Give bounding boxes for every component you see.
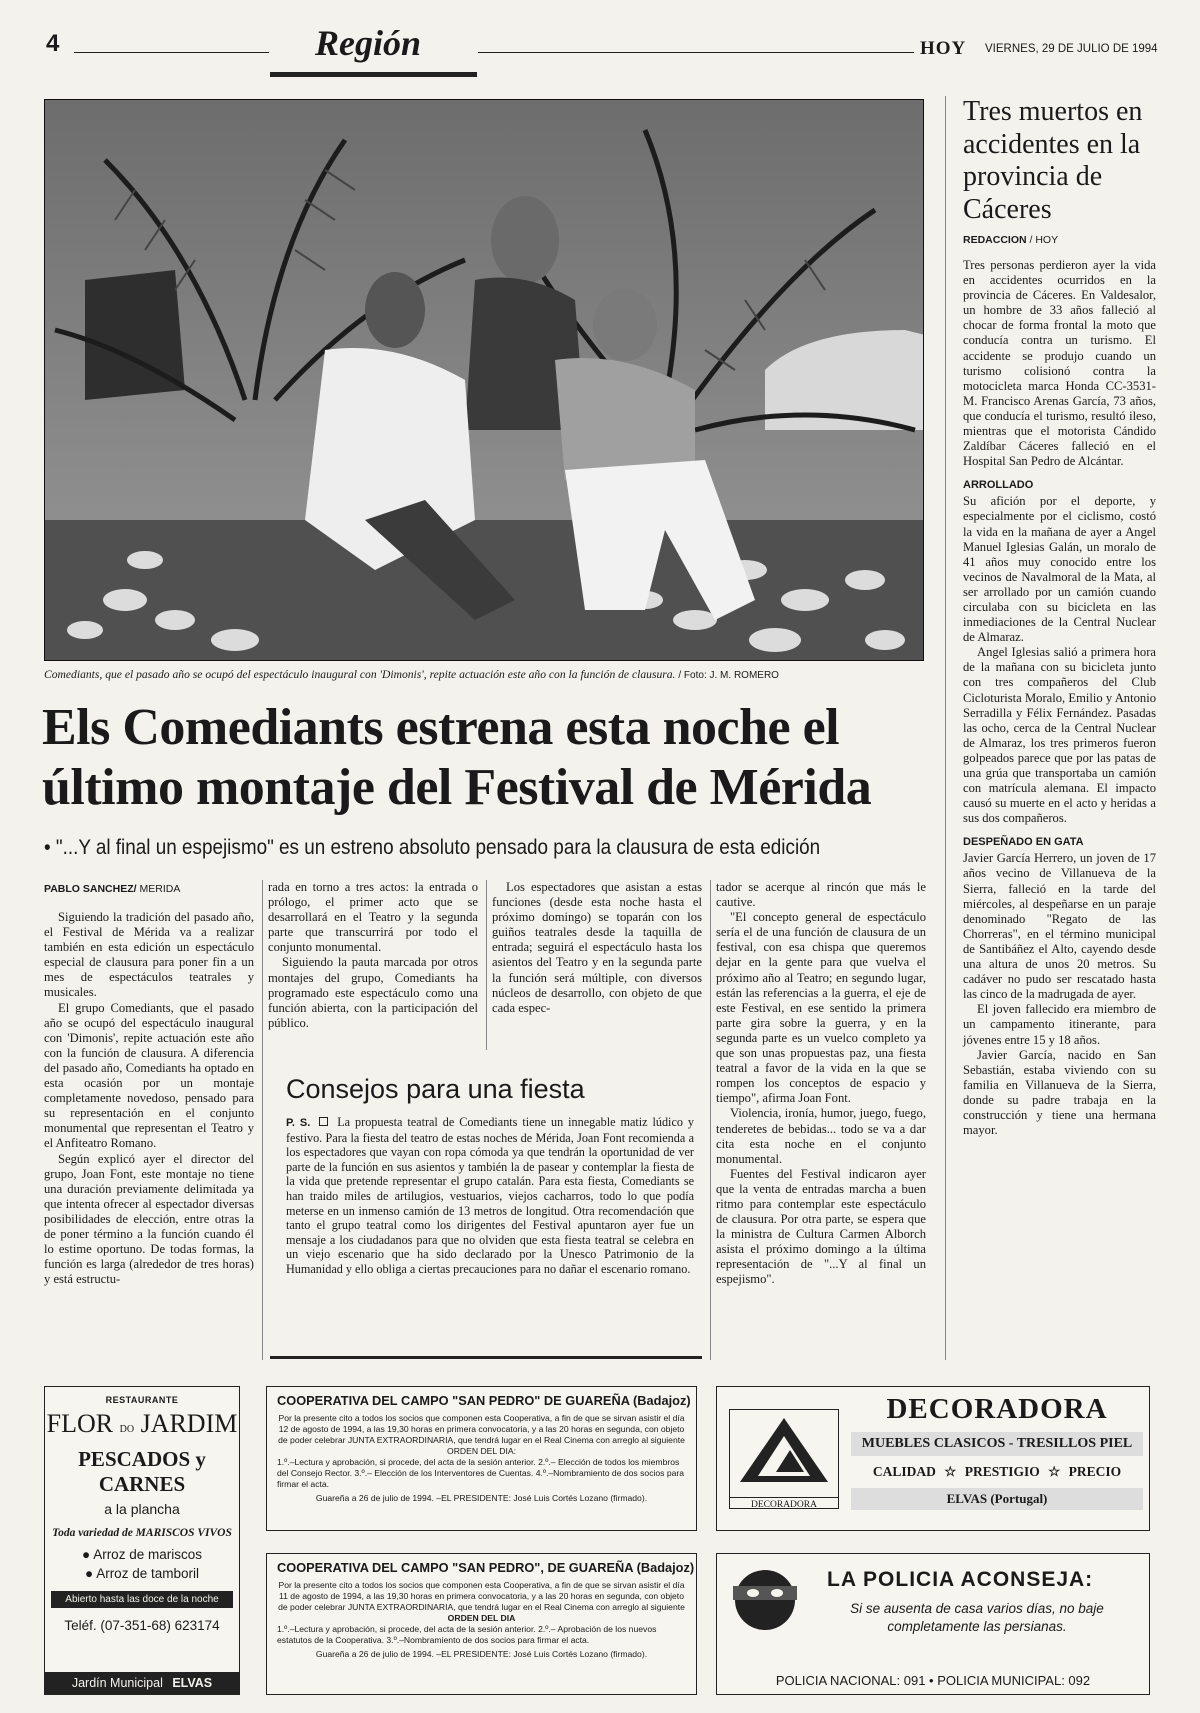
column-divider-2 (486, 880, 487, 1050)
photo (44, 99, 924, 661)
ad-coop2-body: Por la presente cito a todos los socios que componen esta Cooperativa, a fin de que se sirvan asistir el día 11 de agosto de 1994, a las 19,30 horas en primera convocatoria, y a las 20 horas en segunda, con objeto de poder celebrar JUNTA EXTRAORDINARIA, que tendrá lugar en el Real Cinema con arreglo al siguiente (278, 1580, 685, 1612)
main-col1-paragraph-3: Según explicó ayer el director del grupo, Joan Font, este montaje no tiene una duración previamente delimitada ya que intenta ofrecer al espectador diversas posibilidades de elección, entre otras la de poner término a la función cuando él lo estime oportuno. De todas formas, la función es larga (alrededor de tres horas) y está estructu- (44, 1151, 254, 1287)
ad-restaurant-line3: Toda variedad de MARISCOS VIVOS (52, 1527, 232, 1539)
photo-credit: / Foto: J. M. ROMERO (678, 670, 779, 681)
sidebar-square-icon (319, 1117, 328, 1126)
sidebar-body (270, 1115, 702, 1277)
ad-restaurant-name-mid: DO (119, 1424, 135, 1435)
ad-decoradora-q2: PRESTIGIO (964, 1464, 1040, 1479)
right-article (963, 96, 1156, 1138)
ad-decoradora-logo-text: DECORADORA (730, 1497, 838, 1510)
ad-restaurant-logo (45, 1409, 239, 1439)
header-rule-left (74, 52, 269, 53)
star-icon: ☆ (944, 1464, 957, 1479)
page-number: 4 (46, 30, 60, 57)
ad-coop1-items: 1.º.–Lectura y aprobación, si procede, del acta de la sesión anterior. 2.º.– Elección de todos los miembros del Consejo Rector. 3.º.– Elección de los Interventores de Cuentas. 4.º.–Nombramiento de dos socios para firmar el acta. (277, 1457, 685, 1489)
burglar-mask-icon (725, 1564, 805, 1634)
right-column-divider (945, 96, 946, 1360)
right-subhead-2: DESPEÑADO EN GATA (963, 836, 1084, 849)
ad-restaurant (44, 1386, 240, 1695)
sidebar-box (270, 1066, 702, 1360)
main-byline-place: MERIDA (139, 883, 181, 895)
sidebar-bottom-rule (270, 1356, 702, 1359)
ad-decoradora-line1: MUEBLES CLASICOS - TRESILLOS PIEL (851, 1432, 1143, 1456)
ad-restaurant-name-a: FLOR (46, 1409, 114, 1438)
ad-coop-2 (266, 1553, 697, 1695)
ad-restaurant-line2: a la plancha (104, 1501, 180, 1517)
ad-restaurant-item2-text: Arroz de tamboril (96, 1566, 199, 1581)
ad-coop1-sign: Guareña a 26 de julio de 1994. –EL PRESIDENTE: José Luis Cortés Lozano (firmado). (315, 1493, 648, 1503)
column-divider-3 (710, 880, 711, 1360)
main-column-2 (268, 880, 478, 1031)
ad-coop1-body: Por la presente cito a todos los socios que componen esta Cooperativa, a fin de que se sirvan asistir el día 12 de agosto de 1994, a las 19,30 horas en primera convocatoria, y a las 20 horas en segunda, con objeto de poder celebrar JUNTA EXTRAORDINARIA, que tendrá lugar en el Real Cinema con arreglo al siguiente (278, 1413, 685, 1445)
photo-caption (44, 668, 924, 681)
ad-decoradora-q1: CALIDAD (872, 1464, 936, 1479)
ad-decoradora-title: DECORADORA (886, 1393, 1108, 1425)
ad-decoradora-q3: PRECIO (1068, 1464, 1122, 1479)
ad-decoradora (716, 1386, 1150, 1531)
right-paragraph-2: Su afición por el deporte, y especialmente por el ciclismo, costó la vida en la mañana de ayer a Angel Manuel Iglesias Galán, un moralo de 41 años muy conocido entre los vecinos de Navalmoral de la Mata, al ser arrollado por un camión cuando circulaba con su bicicleta en las inmediaciones de la Central Nuclear de Almaraz. (963, 494, 1156, 645)
main-column-4 (716, 880, 926, 1288)
right-paragraph-6: Javier García, nacido en San Sebastián, estaba viviendo con su familia en Villanueva de la Sierra, donde su padre trabaja en la construcción y tiene una hermana mayor. (963, 1047, 1156, 1138)
photo-caption-text: Comediants, que el pasado año se ocupó del espectáculo inaugural con 'Dimonis', repite actuación este año con la función de clausura. (44, 668, 676, 681)
right-paragraph-3: Angel Iglesias salió a primera hora de la mañana con su bicicleta junto con tres compañeros del Club Cicloturista Moralo, Emilio y Antonio Serradilla y Félix Fernández. Pasadas las ocho, cerca de la Central Nuclear de Almaraz, los tres primeros fueron golpeados parece que por las patas de una grúa que transportaba un camión con matrícula alemana. El impacto causó su muerte en el acto y heridas a sus dos compañeros. (963, 645, 1156, 826)
sidebar-initials: P. S. (286, 1117, 311, 1129)
ad-coop2-order: ORDEN DEL DIA (447, 1613, 516, 1623)
main-byline (44, 883, 180, 895)
main-col2-paragraph-2: Siguiendo la pauta marcada por otros montajes del grupo, Comediants ha programado este espectáculo como una función abierta, con la participación del público. (268, 955, 478, 1030)
sidebar-title: Consejos para una fiesta (286, 1074, 585, 1104)
ad-restaurant-item1-text: Arroz de mariscos (93, 1547, 202, 1562)
ad-coop2-title: COOPERATIVA DEL CAMPO "SAN PEDRO", DE GUAREÑA (Badajoz) (277, 1560, 695, 1575)
ad-policia (716, 1553, 1150, 1695)
ad-coop1-title: COOPERATIVA DEL CAMPO "SAN PEDRO" DE GUAREÑA (Badajoz) (277, 1393, 691, 1408)
ad-restaurant-item1: ● Arroz de mariscos (82, 1547, 202, 1562)
ad-restaurant-small: RESTAURANTE (105, 1395, 179, 1405)
main-headline-line-1: Els Comediants estrena esta noche el (42, 699, 840, 756)
right-byline-place: / HOY (1029, 234, 1059, 246)
right-paragraph-5: El joven fallecido era miembro de un campamento itinerante, para jóvenes entre 15 y 18 años. (963, 1002, 1156, 1047)
issue-date: VIERNES, 29 DE JULIO DE 1994 (985, 43, 1158, 55)
decoradora-triangle-icon (730, 1410, 838, 1490)
right-headline: Tres muertos en accidentes en la provincia de Cáceres (963, 96, 1143, 225)
ad-policia-footer: POLICIA NACIONAL: 091 • POLICIA MUNICIPAL: 092 (775, 1673, 1091, 1688)
ad-decoradora-logo (729, 1409, 839, 1509)
ad-restaurant-phone: Teléf. (07-351-68) 623174 (64, 1618, 220, 1633)
ad-restaurant-footer-b: ELVAS (172, 1676, 213, 1690)
main-col1-paragraph-1: Siguiendo la tradición del pasado año, el Festival de Mérida va a realizar también en esta edición un espectáculo especial de clausura para poner fin a un mes de espectáculos teatrales y musicales. (44, 910, 254, 1000)
main-col4-paragraph-3: Violencia, ironía, humor, juego, fuego, tenderetes de bebidas... todo se va a dar cita esta noche en el conjunto monumental. (716, 1106, 926, 1166)
main-column-3 (492, 880, 702, 1016)
section-title: Región (315, 23, 422, 63)
star-icon: ☆ (1048, 1464, 1061, 1479)
ad-restaurant-footer-a: Jardín Municipal (71, 1676, 163, 1690)
ad-restaurant-item2: ● Arroz de tamboril (85, 1566, 199, 1581)
main-col4-paragraph-2: "El concepto general de espectáculo sería el de una función de clausura de un festival, con esa chispa que queremos dejar en la gente para que vuelva el próximo año al Teatro; en segundo lugar, están las referencias a la guerra, el eje de este Festival, en ese sentido la primera parte gira sobre la guerra, y en la segunda parte es un vuelco completo ya que son unas propuestas paz, una fiesta teatral a favor de la vida en la que se rompen los conceptos de espacio y tiempo", afirma Joan Font. (716, 910, 926, 1106)
newspaper-logo: HOY (920, 38, 967, 59)
main-col4-paragraph-4: Fuentes del Festival indicaron ayer que la venta de entradas marcha a buen ritmo para contemplar este espectáculo de clausura. Por otra parte, se espera que la ministra de Cultura Carmen Alborch asista el próximo domingo a la última representación de "...Y al final un espejismo". (716, 1166, 926, 1287)
ad-restaurant-name-b: JARDIM (140, 1409, 238, 1438)
ad-policia-body: Si se ausenta de casa varios días, no baje completamente las persianas. (850, 1601, 1104, 1634)
main-subhead: • "...Y al final un espejismo" es un estreno absoluto pensado para la clausura de esta edición (44, 836, 821, 859)
main-column-1 (44, 910, 254, 1287)
ad-coop1-order: ORDEN DEL DIA: (447, 1446, 516, 1456)
ad-restaurant-line1: PESCADOS y CARNES (78, 1447, 206, 1496)
ad-restaurant-hours: Abierto hasta las doce de la noche (51, 1591, 233, 1608)
main-col3-paragraph-1: Los espectadores que asistan a estas funciones (desde esta noche hasta el próximo domingo) se toparán con los guiños teatrales desde la taquilla de entrada; seguirá el espectáculo hasta los asientos del Teatro y en la segunda parte la función será múltiple, con diversos núcleos de desarrollo, con objeto de que cada espec- (492, 880, 702, 1015)
sidebar-body-text: La propuesta teatral de Comediants tiene un innegable matiz lúdico y festivo. Para la fiesta del teatro de estas noches de Mérida, Joan Font recomienda a los espectadores que vayan con ropa cómoda ya que tendrán la oportunidad de ver parte de la función en sus asientos y también la de pasear y contemplar la fiesta de la vida que pretende representar el grupo catalán. Para esta fiesta, Comediants se han traido miles de artilugios, vestuarios, viejos cacharros, todo lo que podía meterse en un inmenso camión de 13 metros de longitud. Otra recomendación que tanto el grupo teatral como los dirigentes del Festival apuntaron ayer fue un mensaje a los ciudadanos para que no olviden que esta fiesta teatral se celebra en un viejo escenario que ha sido declarado por la Unesco Patrimonio de la Humanidad y ello obliga a ciertas precauciones para no dañar el escenario romano. (286, 1115, 694, 1276)
right-paragraph-4: Javier García Herrero, un joven de 17 años vecino de Villanueva de la Sierra, falleció en la tarde del miércoles, al despeñarse en un paraje denominado "Regato de las Chorreras", en el término municipal de Santibáñez el Alto, cayendo desde una altura de unos 20 metros. Su cadáver no pudo ser rescatado hasta las cinco de la madrugada de ayer. (963, 851, 1156, 1002)
main-col4-paragraph-1: tador se acerque al rincón que más le cautive. (716, 880, 926, 910)
header-rule-right (478, 52, 914, 53)
right-paragraph-1: Tres personas perdieron ayer la vida en accidentes ocurridos en la provincia de Cáceres. En Valdesalor, un hombre de 33 años falleció al chocar de forma frontal la moto que conducía contra un turismo. El accidente se produjo cuando un turismo colisionó contra la motocicleta marca Honda CC-3531-M. Francisco Arenas García, 73 años, que conducía el turismo, resultó ileso, mientras que el motorista Cándido Zaldíbar Cáceres falleció en el Hospital San Pedro de Alcántar. (963, 258, 1156, 469)
section-underline (270, 72, 477, 77)
main-byline-author: PABLO SANCHEZ/ (44, 883, 137, 895)
ad-coop2-sign: Guareña a 26 de julio de 1994. –EL PRESIDENTE: José Luis Cortés Lozano (firmado). (315, 1649, 648, 1659)
main-headline-line-2: último montaje del Festival de Mérida (42, 759, 872, 816)
right-subhead-1: ARROLLADO (963, 479, 1034, 492)
ad-coop2-items: 1.º.–Lectura y aprobación, si procede, del acta de la sesión anterior. 2.º.– Aprobación de los nuevos estatutos de la Cooperativa. 3.º.–Nombramiento de dos socios para firmar el acta. (277, 1624, 657, 1645)
ad-coop-1 (266, 1386, 697, 1531)
ad-policia-title: LA POLICIA ACONSEJA: (827, 1568, 1094, 1591)
main-col2-paragraph-1: rada en torno a tres actos: la entrada o prólogo, el primer acto que se desarrollará en el Teatro y la segunda parte que transcurrirá por todo el conjunto monumental. (268, 880, 478, 955)
ad-restaurant-footer (45, 1672, 239, 1694)
column-divider-1 (262, 880, 263, 1360)
main-col1-paragraph-2: El grupo Comediants, que el pasado año se ocupó del espectáculo inaugural con 'Dimonis', repite actuación este año con la función de clausura. A diferencia del pasado año, Comediants ha optado en esta ocasión por un montaje completamente novedoso, pensado para su representación en el conjunto monumental que representan el Teatro y el Anfiteatro Romano. (44, 1000, 254, 1151)
right-byline (963, 234, 1156, 246)
ad-decoradora-place: ELVAS (Portugal) (851, 1488, 1143, 1510)
ad-decoradora-qualities (847, 1464, 1147, 1480)
photo-image (45, 100, 924, 661)
right-byline-author: REDACCION (963, 234, 1027, 246)
